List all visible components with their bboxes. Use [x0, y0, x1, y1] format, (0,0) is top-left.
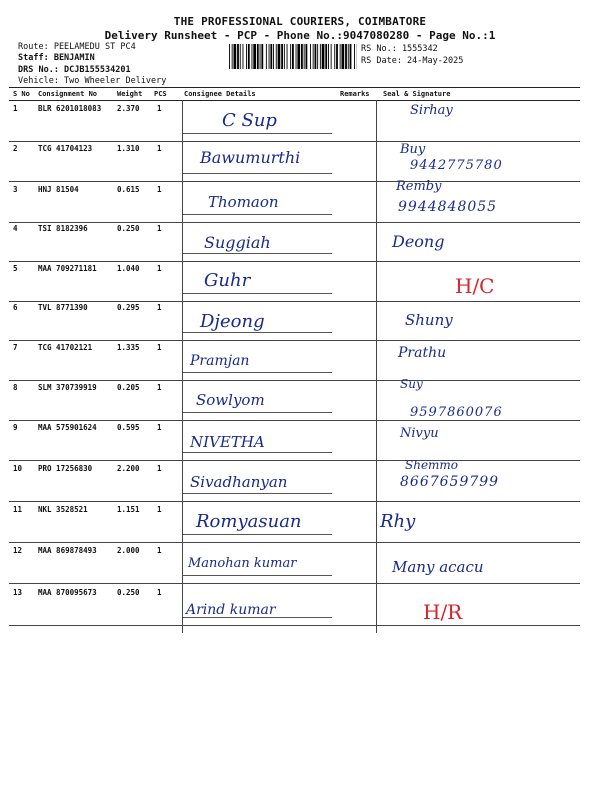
- barcode-bar: [313, 44, 314, 69]
- pcs-value: 1: [157, 303, 162, 312]
- consignee-signature: Sowlyom: [196, 391, 265, 409]
- table-row: [9, 339, 580, 380]
- route-label: Route: PEELAMEDU ST PC4: [18, 42, 136, 52]
- weight-value: 0.295: [117, 303, 140, 312]
- col-divider-consignee: [182, 100, 183, 633]
- row-serial-number: 9: [13, 423, 18, 432]
- barcode-bar: [320, 44, 321, 69]
- recipient-phone-note: 9944848055: [398, 199, 498, 215]
- table-row: [9, 379, 580, 420]
- row-serial-number: 1: [13, 104, 18, 113]
- barcode-bar: [276, 44, 277, 69]
- consignee-underline: [182, 253, 332, 254]
- barcode-bar: [304, 44, 305, 69]
- recipient-signature: Buy: [400, 142, 426, 157]
- consignment-number: MAA 575901624: [38, 423, 97, 432]
- consignee-signature: NIVETHA: [190, 433, 265, 451]
- barcode-bar: [322, 44, 325, 69]
- consignment-number: HNJ 81504: [38, 185, 79, 194]
- recipient-signature: Prathu: [398, 345, 447, 361]
- pcs-value: 1: [157, 505, 162, 514]
- barcode-bar: [232, 44, 233, 69]
- barcode-bar: [325, 44, 327, 69]
- drs-number: DRS No.: DCJB155534201: [18, 65, 131, 75]
- consignee-underline: [182, 173, 332, 174]
- barcode-bar: [350, 44, 352, 69]
- pcs-value: 1: [157, 144, 162, 153]
- barcode-bar: [261, 44, 263, 69]
- company-title: THE PROFESSIONAL COURIERS, COIMBATORE: [173, 15, 427, 28]
- col-consignee: Consignee Details: [184, 90, 256, 98]
- barcode-bar: [273, 44, 274, 69]
- weight-value: 0.250: [117, 224, 140, 233]
- runsheet-subtitle: Delivery Runsheet - PCP - Phone No.:9047080280 - Page No.:1: [104, 29, 496, 42]
- barcode-bar: [260, 44, 261, 69]
- barcode-bar: [331, 44, 332, 69]
- recipient-signature: Sirhay: [410, 103, 453, 118]
- barcode-bar: [354, 44, 355, 69]
- weight-value: 2.200: [117, 464, 140, 473]
- consignment-number: MAA 870095673: [38, 588, 97, 597]
- pcs-value: 1: [157, 464, 162, 473]
- row-serial-number: 11: [13, 505, 23, 514]
- header-top-rule: [9, 87, 580, 88]
- consignment-number: MAA 709271181: [38, 264, 97, 273]
- barcode-bar: [234, 44, 237, 69]
- recipient-phone-note: 8667659799: [400, 474, 500, 490]
- consignee-underline: [182, 293, 332, 294]
- consignee-underline: [182, 575, 332, 576]
- table-row: [9, 181, 580, 222]
- barcode-bar: [248, 44, 250, 69]
- barcode-bar: [287, 44, 288, 69]
- barcode-bar: [237, 44, 239, 69]
- barcode-bar: [340, 44, 341, 69]
- row-serial-number: 2: [13, 144, 18, 153]
- table-row: [9, 584, 580, 625]
- barcode-bar: [266, 44, 267, 69]
- pcs-value: 1: [157, 104, 162, 113]
- col-remarks: Remarks: [340, 90, 370, 98]
- row-serial-number: 3: [13, 185, 18, 194]
- consignee-underline: [182, 493, 332, 494]
- weight-value: 0.595: [117, 423, 140, 432]
- consignee-underline: [182, 412, 332, 413]
- consignment-number: TCG 41702121: [38, 343, 93, 352]
- table-row: [9, 460, 580, 501]
- col-pcs: PCS: [154, 90, 167, 98]
- table-row: [9, 501, 580, 542]
- col-weight: Weight: [117, 90, 143, 98]
- pcs-value: 1: [157, 383, 162, 392]
- barcode-bar: [306, 44, 308, 69]
- table-row: [9, 419, 580, 460]
- weight-value: 1.151: [117, 505, 140, 514]
- rs-date: RS Date: 24-May-2025: [361, 56, 464, 66]
- table-row: [9, 542, 580, 583]
- barcode-bar: [281, 44, 283, 69]
- barcode-bar: [278, 44, 281, 69]
- consignee-underline: [182, 214, 332, 215]
- table-row: [9, 140, 580, 181]
- table-row: [9, 100, 580, 141]
- recipient-signature: Shemmo: [405, 458, 459, 472]
- consignment-number: TCG 41704123: [38, 144, 93, 153]
- col-divider-seal: [376, 100, 377, 633]
- col-sno: S No: [13, 90, 30, 98]
- row-serial-number: 12: [13, 546, 23, 555]
- vehicle-label: Vehicle: Two Wheeler Delivery: [18, 76, 167, 86]
- consignee-signature: Romyasuan: [196, 511, 302, 532]
- barcode-bar: [301, 44, 303, 69]
- consignee-signature: Guhr: [204, 270, 251, 291]
- consignment-number: PRO 17256830: [38, 464, 93, 473]
- recipient-signature: Suy: [400, 377, 423, 391]
- barcode: [229, 44, 357, 69]
- table-row: [9, 299, 580, 340]
- barcode-bar: [269, 44, 270, 69]
- barcode-bar: [243, 44, 244, 69]
- delivery-stamp-mark: H/R: [423, 600, 463, 624]
- pcs-value: 1: [157, 343, 162, 352]
- staff-label: Staff: BENJAMIN: [18, 53, 95, 63]
- weight-value: 0.205: [117, 383, 140, 392]
- row-serial-number: 10: [13, 464, 23, 473]
- barcode-bar: [310, 44, 311, 69]
- pcs-value: 1: [157, 185, 162, 194]
- row-serial-number: 7: [13, 343, 18, 352]
- consignee-underline: [182, 332, 332, 333]
- row-divider: [9, 625, 580, 626]
- weight-value: 2.370: [117, 104, 140, 113]
- consignment-number: BLR 6201018083: [38, 104, 102, 113]
- barcode-bar: [290, 44, 291, 69]
- consignee-signature: Sivadhanyan: [190, 473, 288, 491]
- barcode-bar: [252, 44, 253, 69]
- weight-value: 0.615: [117, 185, 140, 194]
- barcode-bar: [297, 44, 300, 69]
- recipient-signature: Remby: [396, 179, 442, 194]
- consignment-number: TSI 8182396: [38, 224, 88, 233]
- delivery-stamp-mark: H/C: [455, 274, 495, 298]
- barcode-bar: [345, 44, 347, 69]
- weight-value: 1.040: [117, 264, 140, 273]
- consignment-number: NKL 3528521: [38, 505, 88, 514]
- barcode-bar: [270, 44, 272, 69]
- barcode-bar: [336, 44, 338, 69]
- recipient-signature: Deong: [392, 232, 445, 251]
- consignee-signature: Manohan kumar: [188, 556, 297, 571]
- pcs-value: 1: [157, 423, 162, 432]
- pcs-value: 1: [157, 546, 162, 555]
- recipient-signature: Nivyu: [400, 426, 439, 441]
- consignee-signature: Bawumurthi: [200, 148, 301, 167]
- barcode-bar: [240, 44, 241, 69]
- row-serial-number: 8: [13, 383, 18, 392]
- barcode-bar: [334, 44, 335, 69]
- barcode-bar: [253, 44, 256, 69]
- col-seal: Seal & Signature: [383, 90, 451, 98]
- weight-value: 1.335: [117, 343, 140, 352]
- recipient-phone-note: 9597860076: [410, 405, 503, 420]
- consignment-number: MAA 869878493: [38, 546, 97, 555]
- consignee-signature: Djeong: [200, 311, 265, 332]
- consignee-signature: C Sup: [222, 110, 277, 131]
- row-serial-number: 4: [13, 224, 18, 233]
- barcode-bar: [257, 44, 259, 69]
- consignee-underline: [182, 133, 332, 134]
- barcode-bar: [292, 44, 294, 69]
- consignee-underline: [182, 534, 332, 535]
- pcs-value: 1: [157, 224, 162, 233]
- barcode-bar: [328, 44, 329, 69]
- consignee-underline: [182, 617, 332, 618]
- weight-value: 1.310: [117, 144, 140, 153]
- consignment-number: SLM 370739919: [38, 383, 97, 392]
- barcode-bar: [315, 44, 317, 69]
- barcode-bar: [342, 44, 345, 69]
- barcode-bar: [246, 44, 247, 69]
- weight-value: 0.250: [117, 588, 140, 597]
- weight-value: 2.000: [117, 546, 140, 555]
- table-row: [9, 220, 580, 261]
- recipient-signature: Many acacu: [392, 558, 484, 576]
- consignee-signature: Pramjan: [190, 353, 250, 369]
- consignee-underline: [182, 372, 332, 373]
- row-serial-number: 5: [13, 264, 18, 273]
- consignment-number: TVL 8771390: [38, 303, 88, 312]
- barcode-bar: [296, 44, 297, 69]
- recipient-signature: Rhy: [380, 511, 416, 532]
- rs-number: RS No.: 1555342: [361, 44, 438, 54]
- recipient-phone-note: 9442775780: [410, 158, 503, 173]
- consignee-signature: Thomaon: [208, 193, 279, 211]
- barcode-bar: [284, 44, 285, 69]
- consignee-underline: [182, 452, 332, 453]
- recipient-signature: Shuny: [405, 311, 453, 329]
- pcs-value: 1: [157, 264, 162, 273]
- pcs-value: 1: [157, 588, 162, 597]
- row-serial-number: 13: [13, 588, 23, 597]
- barcode-bar: [317, 44, 318, 69]
- barcode-bar: [229, 44, 230, 69]
- consignee-signature: Arind kumar: [186, 602, 276, 618]
- col-consignment: Consignment No: [38, 90, 98, 98]
- consignee-signature: Suggiah: [204, 233, 271, 252]
- table-row: [9, 260, 580, 301]
- barcode-bar: [348, 44, 349, 69]
- row-serial-number: 6: [13, 303, 18, 312]
